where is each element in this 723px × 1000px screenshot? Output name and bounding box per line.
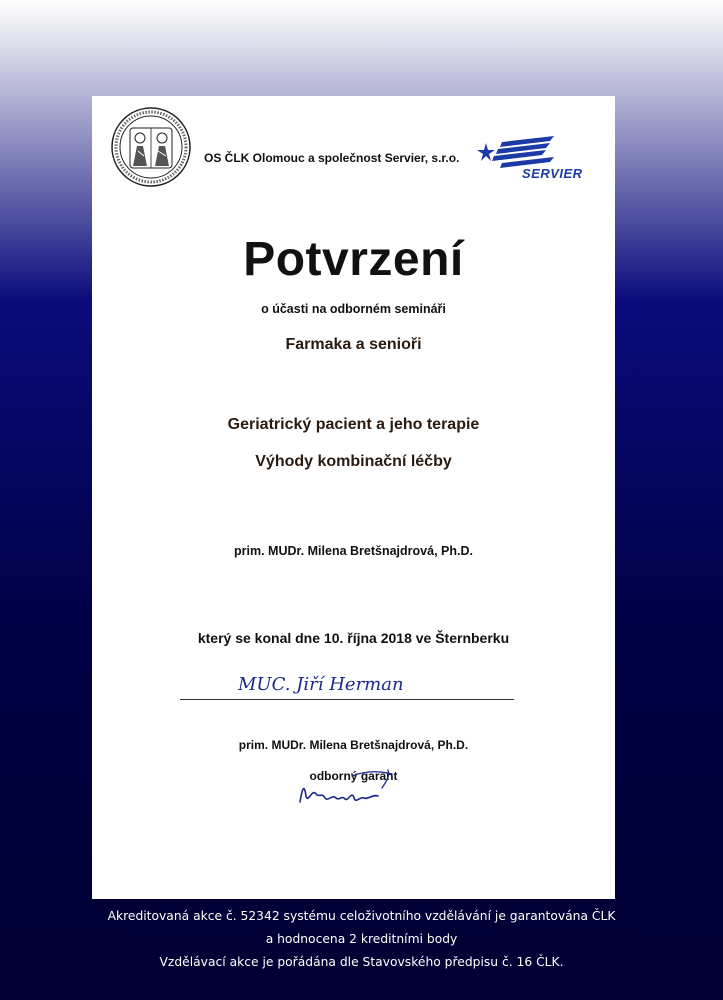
signature-icon <box>292 768 402 816</box>
seminar-name: Farmaka a senioři <box>285 336 422 353</box>
participant-signature-line <box>180 699 514 700</box>
servier-logo-text: SERVIER <box>522 166 583 181</box>
certificate-paper <box>92 96 615 899</box>
seminar-topic: Výhody kombinační léčby <box>255 453 452 470</box>
guarantor-role: odborný garant <box>309 769 398 783</box>
chamber-seal-icon <box>110 106 192 188</box>
certificate-subtitle: o účasti na odborném semináři <box>261 302 446 316</box>
participant-name-handwritten: MUC. Jiří Herman <box>238 674 404 695</box>
accreditation-footer <box>0 905 723 974</box>
certificate-title: Potvrzení <box>243 233 464 286</box>
seminar-topic: Geriatrický pacient a jeho terapie <box>227 416 480 433</box>
organizer-name: OS ČLK Olomouc a společnost Servier, s.r.o. <box>204 151 460 165</box>
footer-line: Akreditovaná akce č. 52342 systému celoživotního vzdělávání je garantována ČLK <box>107 909 616 923</box>
event-date-location: který se konal dne 10. října 2018 ve Šternberku <box>197 630 510 646</box>
footer-line: a hodnocena 2 kreditními body <box>265 932 458 946</box>
lecturer-name: prim. MUDr. Milena Bretšnajdrová, Ph.D. <box>234 544 473 558</box>
footer-line: Vzdělávací akce je pořádána dle Stavovského předpisu č. 16 ČLK. <box>159 955 564 969</box>
guarantor-name: prim. MUDr. Milena Bretšnajdrová, Ph.D. <box>238 738 469 752</box>
